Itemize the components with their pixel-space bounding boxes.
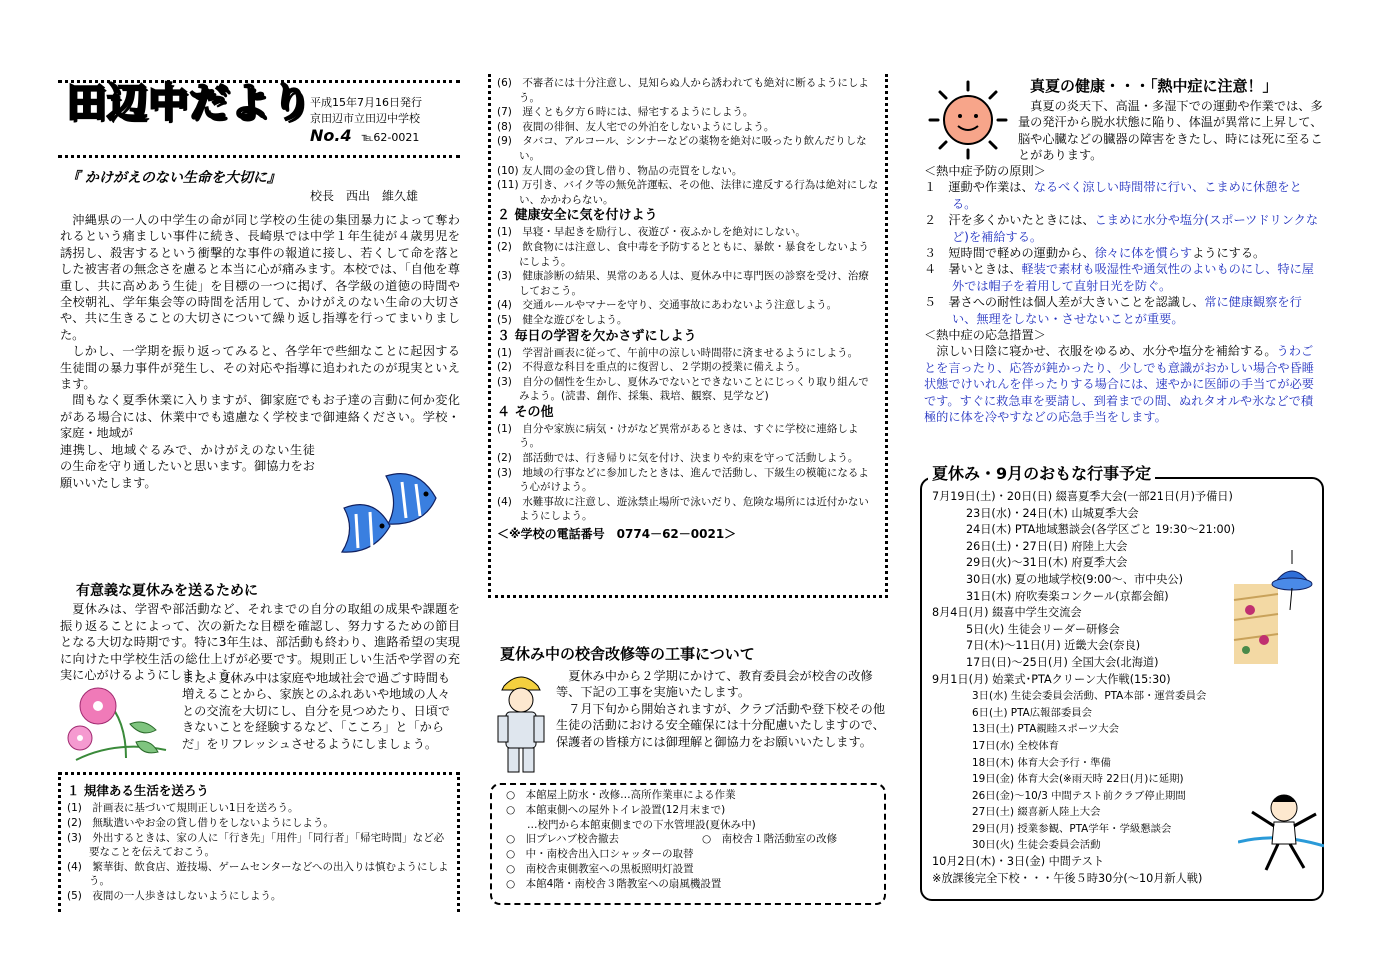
- prevention-item: ３ 短時間で軽めの運動から、徐々に体を慣らすようにする。: [924, 246, 1266, 261]
- section-heading-other: ４ その他: [497, 404, 554, 420]
- list-item: (7) 遅くとも夕方６時には、帰宅するようにしよう。: [497, 106, 754, 119]
- construction-body: [556, 668, 888, 750]
- emergency-heading: ＜熱中症の応急措置＞: [924, 328, 1046, 343]
- event-item: 6日(土) PTA広報部委員会: [972, 706, 1093, 719]
- wind-chime-illustration: [1232, 550, 1318, 670]
- article2-paragraph-2: また、夏休み中は家庭や地域社会で過ごす時間も増えることから、家族とのふれあいや地域の人々との交流を大切にし、自分を見つめたり、日頃できないことを経験するなど、「こころ」と「からだ」をリフレッシュさせるようにしましょう。: [182, 671, 451, 751]
- list-item: (3) 外出するときは、家の人に「行き先」「用件」「同行者」「帰宅時間」など必要なことを伝えておこう。: [67, 831, 445, 859]
- runner-illustration: [1238, 788, 1324, 874]
- event-item: 27日(土) 綴喜新人陸上大会: [972, 806, 1101, 819]
- list-item: (2) 部活動では、行き帰りに気を付け、決まりや約束を守って活動しよう。: [497, 452, 859, 465]
- construction-paragraph: 夏休み中から２学期にかけて、教育委員会が校舎の改修等、下記の工事を実施いたします。: [556, 669, 873, 700]
- list-item: ○ 中・南校舎出入口シャッターの取替: [506, 848, 694, 861]
- list-item: (3) 地域の行事などに参加したときは、進んで活動し、下級生の模範になるよう心がけよう。: [497, 466, 869, 494]
- prevention-item: ４ 暑いときは、軽装で素材も吸湿性や通気性のよいものにし、特に屋外では帽子を着用して直射日光を防ぐ。: [924, 262, 1314, 293]
- event-item: 8月4日(月) 綴喜中学生交流会: [932, 606, 1082, 620]
- event-item: 9月1日(月) 始業式･PTAクリーン大作戦(15:30): [932, 672, 1171, 686]
- construction-title: 夏休み中の校舎改修等の工事について: [500, 645, 755, 663]
- issue-date: 平成15年7月16日発行: [310, 96, 422, 109]
- list-item: ○ 旧プレハブ校舎撤去: [506, 833, 620, 846]
- event-item: 29日(月) 授業参観、PTA学年・学級懇談会: [972, 822, 1172, 835]
- list-a: [497, 76, 879, 207]
- morning-glory-illustration: [66, 680, 178, 768]
- masthead-info: [310, 95, 422, 146]
- construction-list-box: [490, 783, 886, 905]
- article2-paragraph: 夏休みは、学習や部活動など、それまでの自分の取組の成果や課題を振り返ることによって、次の新たな目標を確認し、努力するための節目となる大切な時期です。特に3年生は、部活動も終わり、進路希望の実現に向けた中学校生活の総仕上げが必要です。規則正しい生活や学習の充実に心がけるようにしましょう。: [60, 602, 460, 683]
- list-item: (8) 夜間の徘徊、友人宅での外泊をしないようにしよう。: [497, 120, 775, 133]
- rules-title: １ 規律ある生活を送ろう: [67, 783, 209, 798]
- article2: [60, 583, 460, 683]
- list-item: (2) 飲食物には注意し、食中毒を予防するとともに、暴飲・暴食をしないようにしよう。: [497, 240, 869, 268]
- event-item: 30日(火) 生徒会委員会活動: [972, 839, 1101, 852]
- rules-box: [58, 772, 460, 912]
- list-item: ○ 本館東側への屋外トイレ設置(12月末まで): [506, 803, 726, 816]
- event-item: 17日(日)～25日(月) 全国大会(北海道): [966, 655, 1159, 669]
- school-phone: ＜※学校の電話番号 0774－62－0021＞: [497, 527, 737, 542]
- article2-title: 有意義な夏休みを送るために: [76, 583, 258, 599]
- rules-continued-box: [488, 74, 888, 598]
- list-item: (1) 自分や家族に病気・けがなど異常があるときは、すぐに学校に連絡しよう。: [497, 422, 859, 450]
- article1-paragraph: しかし、一学期を振り返ってみると、各学年で些細なことに起因する生徒間の暴力事件が発生し、その対応や指導に追われたのが現実といえます。: [60, 344, 460, 392]
- rules-list: [67, 801, 451, 903]
- event-item: 31日(木) 府吹奏楽コンクール(京都会館): [966, 589, 1169, 603]
- list-item: (2) 不得意な科目を重点的に復習し、２学期の授業に備えよう。: [497, 361, 806, 374]
- list-item: (1) 計画表に基づいて規則正しい1日を送ろう。: [67, 802, 299, 815]
- school-tel: ℡62-0021: [361, 130, 420, 144]
- list-item: (9) タバコ、アルコール、シンナーなどの薬物を絶対に吸ったり飲んだりしない。: [497, 135, 867, 162]
- list-item: (1) 早寝・早起きを励行し、夜遊び・夜ふかしを絶対にしない。: [497, 226, 806, 239]
- event-item: ※放課後完全下校・・・午後５時30分(～10月新人戦): [932, 871, 1203, 885]
- list-item: (5) 夜間の一人歩きはしないようにしよう。: [67, 889, 282, 902]
- list-item: (2) 無駄遣いやお金の貸し借りをしないようにしよう。: [67, 817, 334, 829]
- health-title: 真夏の健康・・・「熱中症に注意！」: [1030, 77, 1278, 95]
- event-item: 23日(水)・24日(木) 山城夏季大会: [966, 506, 1139, 520]
- event-item: 13日(土) PTA親睦スポーツ大会: [972, 723, 1120, 736]
- list-item: (3) 健康診断の結果、異常のある人は、夏休み中に専門医の診察を受け、治療しておこう。: [497, 270, 869, 297]
- issue-number: No.4: [310, 125, 352, 145]
- list-item: ○ 南校舎東側教室への黒板照明灯設置: [506, 862, 694, 875]
- fish-illustration: [326, 468, 450, 560]
- event-item: 5日(火) 生徒会リーダー研修会: [966, 622, 1120, 636]
- event-item: 26日(土)・27日(日) 府陸上大会: [966, 539, 1128, 553]
- list-item: (4) 交通ルールやマナーを守り、交通事故にあわないよう注意しよう。: [497, 299, 838, 312]
- article1-paragraph: 間もなく夏季休業に入りますが、御家庭でもお子達の言動に何か変化がある場合には、休業中でも遠慮なく学校まで御連絡ください。学校・家庭・地域が: [60, 393, 460, 441]
- events-title: 夏休み・9月のおもな行事予定: [928, 466, 1155, 482]
- list-item: (4) 繁華街、飲食店、遊技場、ゲームセンターなどへの出入りは慎むようにしよう。: [67, 860, 449, 888]
- list-item: (6) 不審者には十分注意し、見知らぬ人から誘われても絶対に断るようにしよう。: [497, 77, 869, 104]
- list-item: …校門から本館東側までの下水管埋設(夏休み中): [506, 818, 756, 831]
- section-heading-study: ３ 毎日の学習を欠かさずにしよう: [497, 328, 697, 344]
- event-item: 7日(木)～11日(月) 近畿大会(奈良): [966, 639, 1141, 653]
- health-intro: 真夏の炎天下、高温・多湿下での運動や作業では、多量の発汗から脱水状態に陥り、体温が異常に上昇して、脳や心臓などの臓器の障害をきたし、時には死に至ることがあります。: [1018, 99, 1323, 163]
- prevention-item: ２ 汗を多くかいたときには、こまめに水分や塩分(スポーツドリンクなど)を補給する。: [924, 213, 1319, 244]
- list-item: (10) 友人間の金の貸し借り、物品の売買をしない。: [497, 164, 743, 177]
- construction-paragraph: ７月下旬から開始されますが、クラブ活動や登下校その他生徒の活動における安全確保には十分配慮いたしますので、保護者の皆様方には御理解と御協力をお願いいたします。: [556, 701, 886, 749]
- event-item: 30日(水) 夏の地域学校(9:00～、市中央公): [966, 572, 1183, 586]
- school-name: 京田辺市立田辺中学校: [310, 112, 420, 126]
- sun-illustration: [928, 80, 1008, 160]
- emergency-text: 涼しい日陰に寝かせ、衣服をゆるめ、水分や塩分を補給する。うわごとを言ったり、応答が鈍かったり、少しでも意識がおかしい場合や昏睡状態でけいれんを伴ったりする場合には、速やかに医師の手当てが必要です。すぐに救急車を要請し、到着までの間、ぬれタオルや氷などで積極的に体を冷やすなどの応急手当をします。: [924, 344, 1314, 425]
- article1-body: [60, 212, 460, 491]
- newsletter-title: 田辺中だより: [66, 80, 312, 126]
- list-item: (1) 学習計画表に従って、午前中の涼しい時間帯に済ませるようにしよう。: [497, 346, 859, 359]
- heatstroke-section: [924, 163, 1324, 426]
- list-item: (3) 自分の個性を生かし、夏休みでないとできないことにじっくり取り組んでみよう。(読書、創作、採集、栽培、観察、見学など): [497, 375, 869, 403]
- event-item: 26日(金)～10/3 中間テスト前クラブ停止期間: [972, 789, 1186, 802]
- event-item: 29日(火)～31日(木) 府夏季大会: [966, 556, 1128, 570]
- list-item: ○ 本館屋上防水・改修…高所作業車による作業: [506, 789, 736, 801]
- prevention-heading: ＜熱中症予防の原則＞: [924, 164, 1046, 178]
- prevention-item: ５ 暑さへの耐性は個人差が大きいことを認識し、常に健康観察を行い、無理をしない・させないことが重要。: [924, 295, 1302, 326]
- event-item: 18日(木) 体育大会予行・準備: [972, 756, 1111, 769]
- list-item: (5) 健全な遊びをしよう。: [497, 313, 628, 326]
- event-item: 3日(水) 生徒会委員会活動、PTA本部・運営委員会: [972, 690, 1207, 703]
- article1-author: 校長 西出 維久雄: [310, 189, 419, 203]
- article1-headline: 『 かけがえのない生命を大切に』: [66, 170, 281, 186]
- list-c: [497, 346, 879, 404]
- list-item: (4) 水難事故に注意し、遊泳禁止場所で泳いだり、危険な場所には近付かないようにしよう。: [497, 495, 869, 523]
- event-item: 19日(金) 体育大会(※雨天時 22日(月)に延期): [972, 773, 1184, 786]
- list-item: ○ 南校舎１階活動室の改修: [702, 833, 838, 846]
- event-item: 7月19日(土)・20日(日) 綴喜夏季大会(一部21日(月)予備日): [932, 490, 1233, 503]
- list-b: [497, 225, 879, 327]
- section-heading-health: ２ 健康安全に気を付けよう: [497, 208, 658, 224]
- article1-paragraph: 沖縄県の一人の中学生の命が同じ学校の生徒の集団暴力によって奪われるという痛ましい事件に続き、長崎県では中学１年生徒が４歳男児を誘拐し、殺害するという衝撃的な事件の報道に接し、若くして命を落とした被害者の無念さを慮ると本当に心が痛みます。本校では、「自他を尊重し、共に高めあう生徒」を目標の一つに掲げ、各学級の道徳の時間や全校朝礼、学年集会等の時間を活用して、かけがえのない生命の大切さや、共に生きることの大切さについて繰り返し指導を行ってまいりました。: [60, 213, 460, 342]
- prevention-item: １ 運動や作業は、なるべく涼しい時間帯に行い、こまめに休憩をとる。: [924, 180, 1302, 211]
- event-item: 17日(水) 全校体育: [972, 739, 1059, 752]
- masthead: [58, 80, 460, 158]
- event-item: 10月2日(木)・3日(金) 中間テスト: [932, 855, 1105, 869]
- article1-tail: 連携し、地域ぐるみで、かけがえのない生徒の生命を守り通したいと思います。御協力をお願いいたします。: [60, 442, 315, 490]
- worker-illustration: [490, 668, 552, 776]
- list-item: ○ 本館4階・南校舎３階教室への扇風機設置: [506, 877, 722, 890]
- event-item: 24日(木) PTA地域懇談会(各学区ごと 19:30～21:00): [966, 523, 1236, 537]
- list-item: (11) 万引き、バイク等の無免許運転、その他、法律に違反する行為は絶対にしない、かかわらない。: [497, 179, 879, 206]
- list-d: [497, 422, 879, 524]
